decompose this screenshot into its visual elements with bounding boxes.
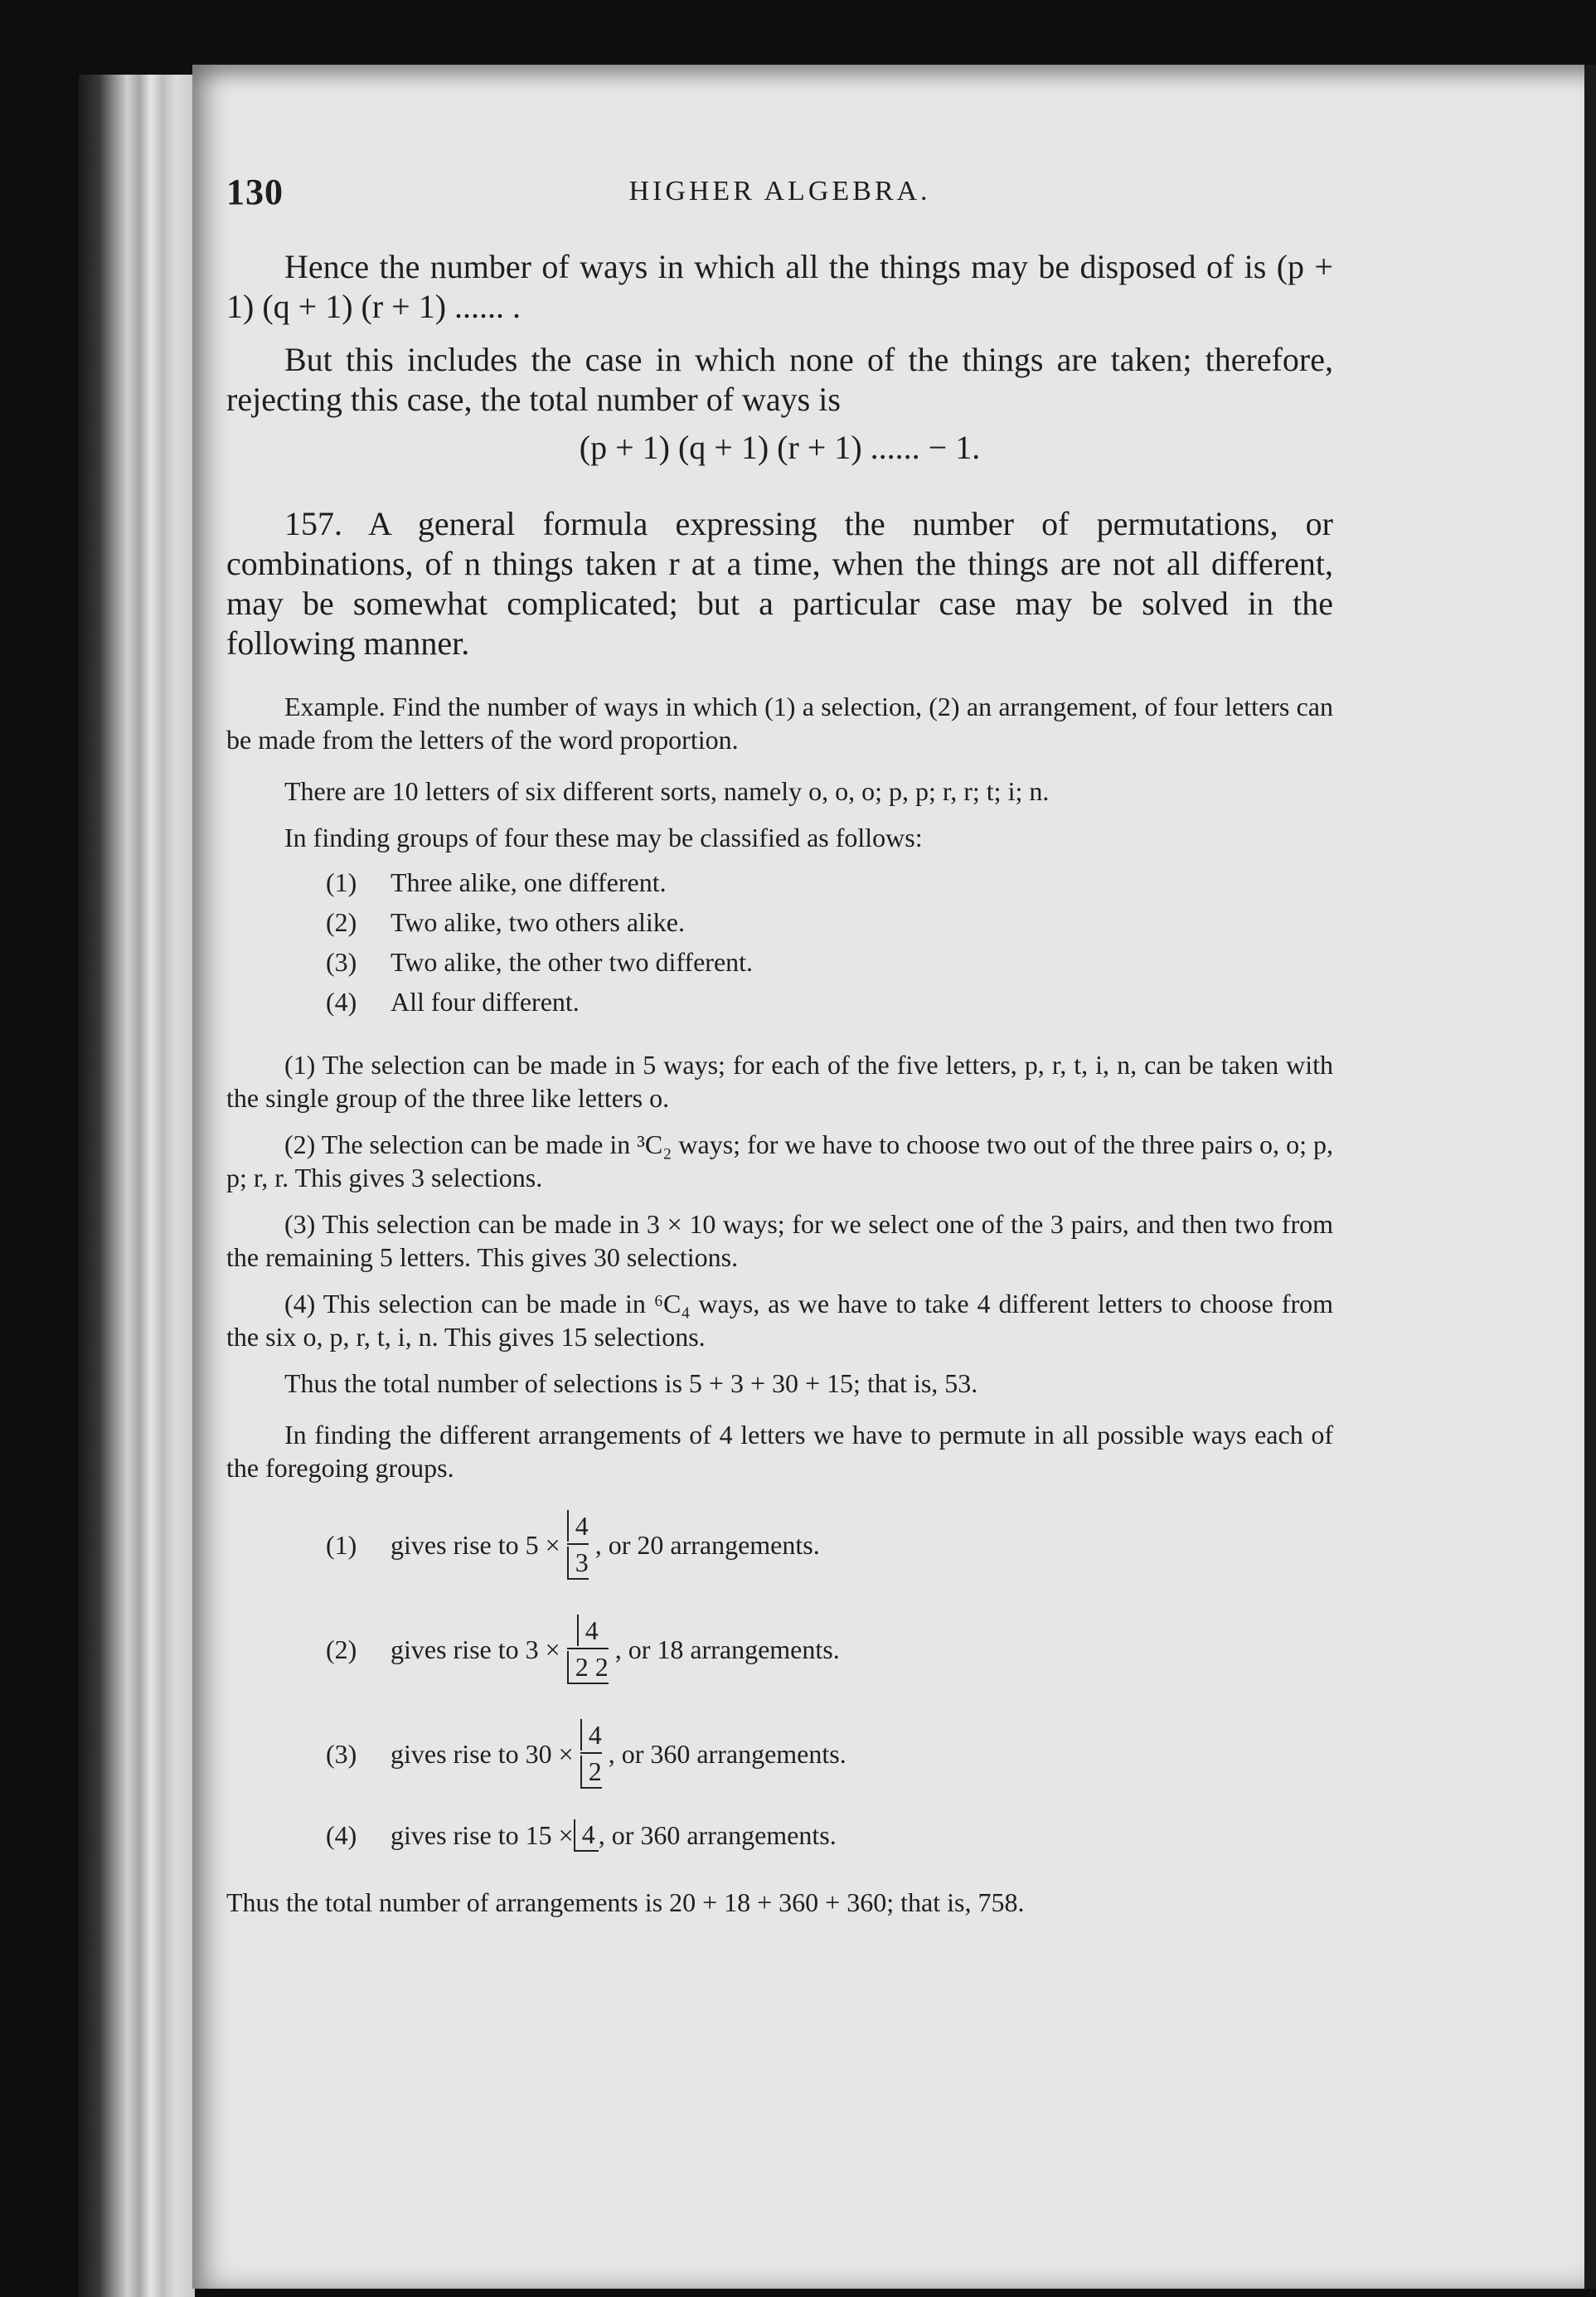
fraction: $\frac{4}{3}$ [567,1510,589,1580]
arrangements-intro: In finding the different arrangements of 4 letters we have to permute in all possible ways each of the foregoing groups. [226,1420,1333,1483]
arrangement-row: (1) gives rise to 5 × $\frac{4}{3}$ , or 20 arrangements. [226,1493,1333,1597]
fraction: $\frac{4}{2 2}$ [567,1615,609,1684]
example-text: Example. Find the number of ways in which (1) a selection, (2) an arrangement, of four letters can be made from the letters of the word proportion. [226,692,1333,755]
selection-total: Thus the total number of selections is 5 + 3 + 30 + 15; that is, 53. [284,1368,978,1398]
selection-3: (3) This selection can be made in 3 × 10 ways; for we select one of the 3 pairs, and then two from the remaining 5 letters. This gives 30 selections. [226,1209,1333,1272]
selection-4: (4) This selection can be made in ⁶C₄ ways, as we have to take 4 different letters to choose from the six o, p, r, t, i, n. This gives 15 selections. [226,1289,1333,1352]
fraction: $\frac{4}{2}$ [580,1719,602,1789]
formula: (p + 1) (q + 1) (r + 1) ...... − 1. [579,429,981,466]
page-number: 130 [226,172,284,212]
article-157: 157. A general formula expressing the number of permutations, or combinations, of n things taken r at a time, when the things are not all different, may be somewhat complicated; but a particular case may be solved in the following manner. [226,505,1333,662]
paragraph-1: Hence the number of ways in which all the things may be disposed of is (p + 1) (q + 1) (r + 1) ...... . [226,248,1333,325]
selection-2: (2) The selection can be made in ³C₂ ways; for we have to choose two out of the three pairs o, o; p, p; r, r. This gives 3 selections. [226,1129,1333,1192]
factorial: 4 [574,1819,599,1852]
book-binding-edge [79,75,195,2297]
arrangements-total: Thus the total number of arrangements is 20 + 18 + 360 + 360; that is, 758. [226,1887,1025,1917]
arrangement-row: (4) gives rise to 15 × 4 , or 360 arrangements. [326,1819,837,1850]
page-content [226,116,1333,1919]
page-header [226,171,1333,229]
arrangement-row: (2) gives rise to 3 × $\frac{4}{2 2}$ , or 18 arrangements. [226,1597,1333,1702]
arrangement-row: (3) gives rise to 30 × $\frac{4}{2}$ , or 360 arrangements. [226,1702,1333,1806]
list-item: (3) Two alike, the other two different. [326,947,754,977]
selection-1: (1) The selection can be made in 5 ways; for each of the five letters, p, r, t, i, n, can be taken with the single group of the three like letters o. [226,1050,1333,1113]
groups-intro: In finding groups of four these may be classified as follows: [284,823,923,852]
letters-sentence: There are 10 letters of six different sorts, namely o, o, o; p, p; r, r; t; i; n. [284,776,1050,806]
list-item: (2) Two alike, two others alike. [326,907,685,937]
list-item: (1) Three alike, one different. [326,867,667,897]
class-list [226,862,1333,1022]
paragraph-2: But this includes the case in which none of the things are taken; therefore, rejecting this case, the total number of ways is [226,341,1333,418]
page-right-margin [1584,65,1596,2289]
running-head: HIGHER ALGEBRA. [628,176,931,206]
list-item: (4) All four different. [326,987,580,1017]
